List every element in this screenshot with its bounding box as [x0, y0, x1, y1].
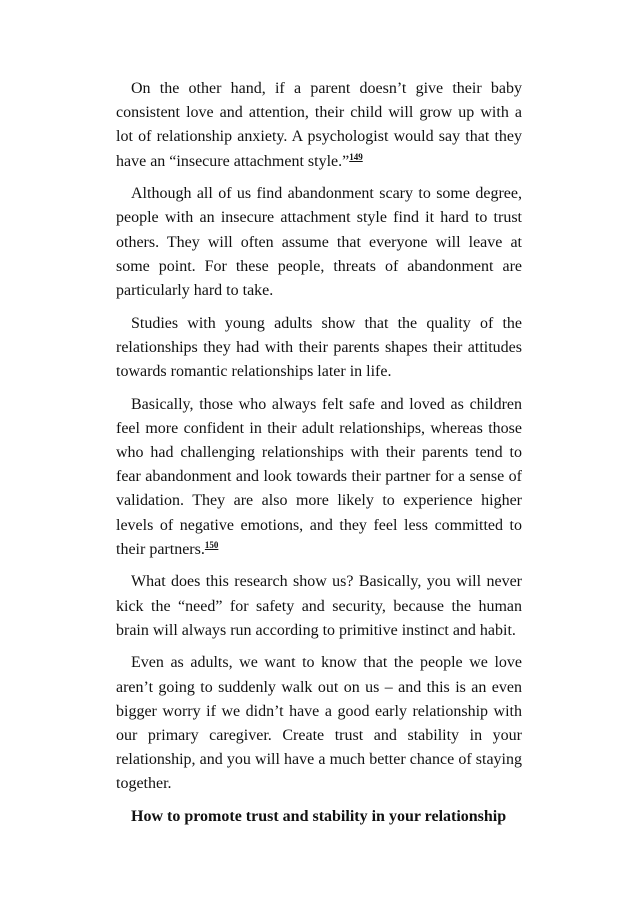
paragraph-research-conclusion [116, 570, 522, 643]
paragraph-abandonment [116, 182, 522, 303]
footnote-reference[interactable]: 150 [204, 539, 219, 550]
paragraph-even-as-adults [116, 651, 522, 796]
paragraph-text: What does this research show us? Basically, you will never kick the “need” for safety and security, because the human brain will always run according to primitive instinct and habit. [116, 573, 522, 639]
paragraph-text: Studies with young adults show that the quality of the relationships they had with their parents shapes their attitudes towards romantic relationships later in life. [116, 314, 522, 381]
paragraph-text: Although all of us find abandonment scary to some degree, people with an insecure attachment style find it hard to trust others. They will often assume that everyone will leave at some point. For these people, threats of abandonment are particularly hard to take. [116, 185, 522, 300]
document-page [116, 77, 522, 829]
paragraph-text: Basically, those who always felt safe and loved as children feel more confident in their adult relationships, whereas those who had challenging relationships with their parents tend to fear abandonment and look towards their partner for a sense of validation. They are also more likely to experience higher levels of negative emotions, and they feel less committed to their partners. [116, 395, 522, 558]
section-heading: How to promote trust and stability in your relationship [131, 808, 507, 826]
paragraph-text: Even as adults, we want to know that the people we love aren’t going to suddenly walk out on us – and this is an even bigger worry if we didn’t have a good early relationship with our primary caregiver. Create trust and stability in your relationship, and you will have a much better chance of staying together. [116, 654, 522, 793]
paragraph-insecure-attachment [116, 77, 522, 174]
paragraph-safe-and-loved [116, 393, 522, 562]
footnote-reference[interactable]: 149 [349, 151, 363, 162]
paragraph-young-adults-studies [116, 312, 522, 385]
paragraph-text: On the other hand, if a parent doesn’t give their baby consistent love and attention, their child will grow up with a lot of relationship anxiety. A psychologist would say that they have an “insecure attachment style.” [116, 80, 522, 170]
